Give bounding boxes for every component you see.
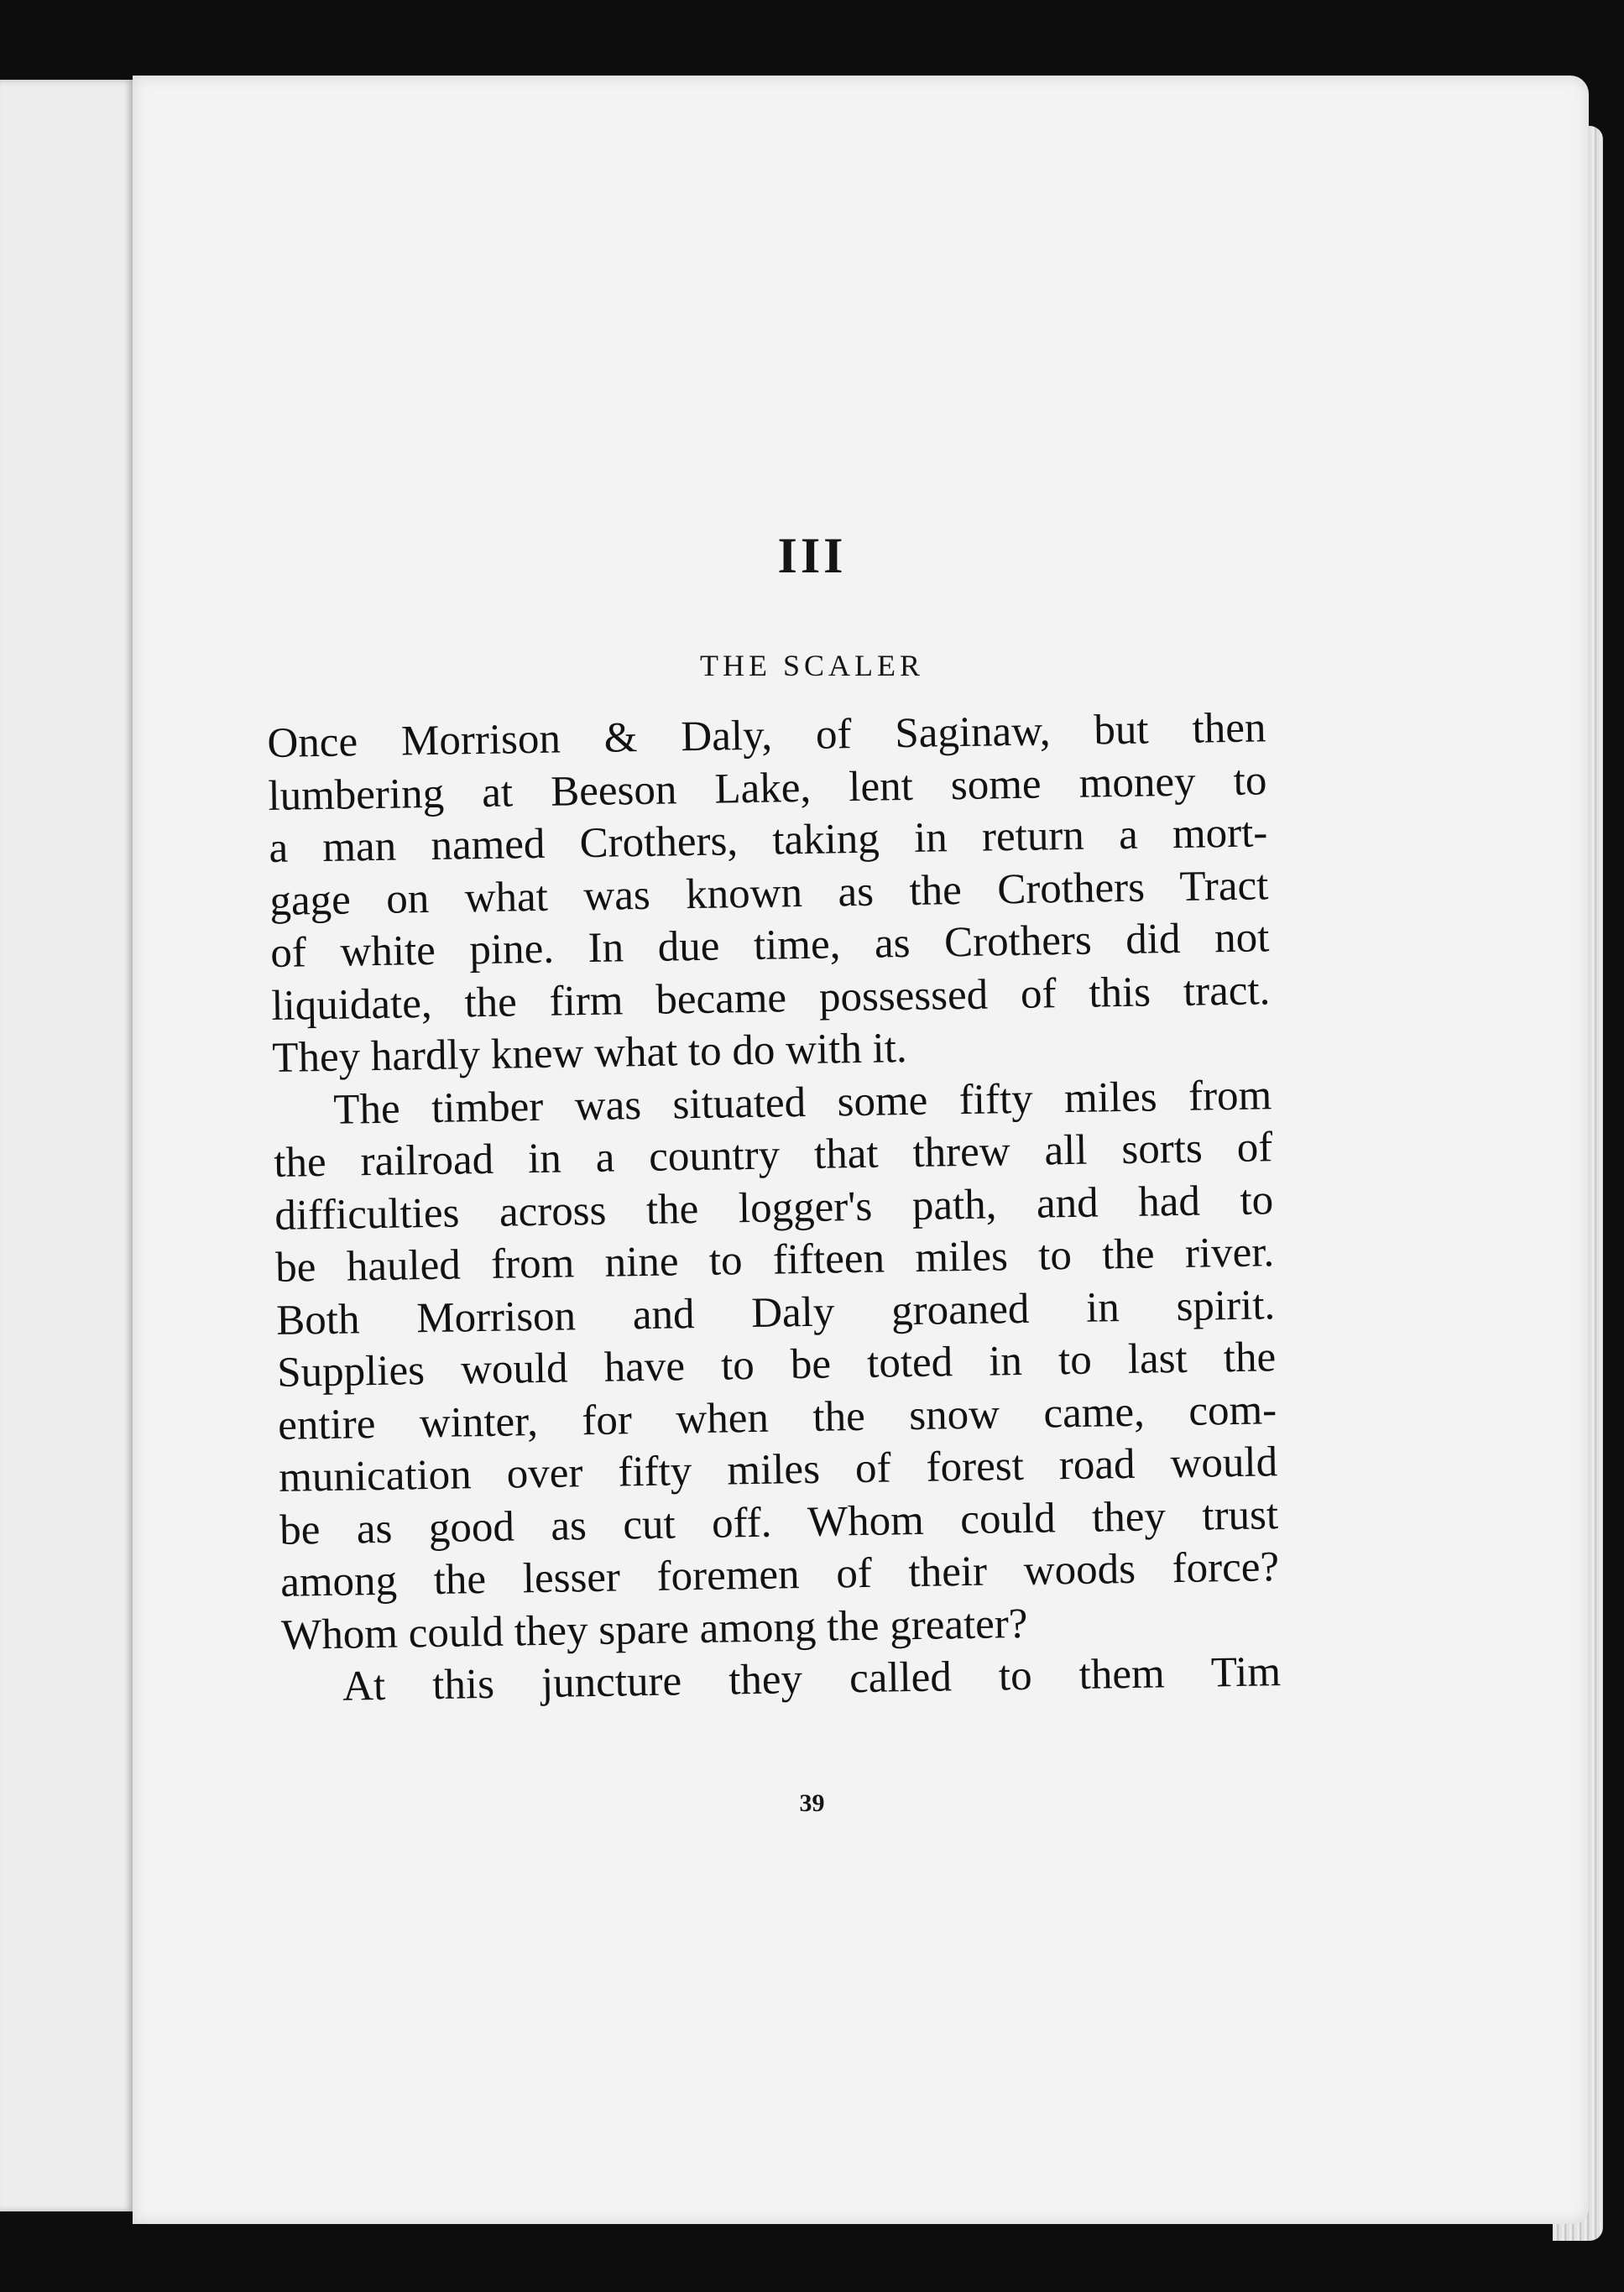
text-line: gage on what was known as the Crothers Tract [269,861,1269,925]
text-line: Supplies would have to be toted in to last the [276,1334,1277,1397]
text-line: a man named Crothers, taking in return a mort- [269,809,1268,872]
text-line: Whom could they spare among the greater? [280,1600,1028,1659]
text-line: Both Morrison and Daly groaned in spirit. [275,1281,1276,1344]
paragraph-2 [273,1069,1281,1662]
page-number: 39 [799,1789,825,1817]
chapter-body [267,702,1282,1714]
text-line: among the lesser foremen of their woods force? [279,1543,1280,1606]
chapter-title: THE SCALER [699,649,924,682]
text-line: The timber was situated some fifty miles from [332,1071,1272,1134]
text-line: be as good as cut off. Whom could they trust [279,1491,1279,1554]
text-line: At this juncture they called to them Tim [342,1648,1282,1710]
text-line: Once Morrison & Daly, of Saginaw, but then [267,704,1266,767]
chapter-number: III [777,528,847,583]
text-line: of white pine. In due time, as Crothers did not [269,914,1270,977]
text-line: the railroad in a country that threw all sorts of [273,1124,1273,1187]
paragraph-1 [267,702,1272,1084]
previous-page-edge [0,80,138,2211]
text-line: be hauled from nine to fifteen miles to the river. [274,1229,1275,1292]
text-line: difficulties across the logger's path, and had to [274,1176,1274,1240]
text-line: entire winter, for when the snow came, com- [277,1386,1277,1449]
text-line: munication over fifty miles of forest road would [278,1438,1278,1501]
text-line: lumbering at Beeson Lake, lent some money to [268,756,1267,820]
text-line: They hardly knew what to do with it. [271,1025,908,1082]
text-line: liquidate, the firm became possessed of this tract. [270,966,1271,1030]
